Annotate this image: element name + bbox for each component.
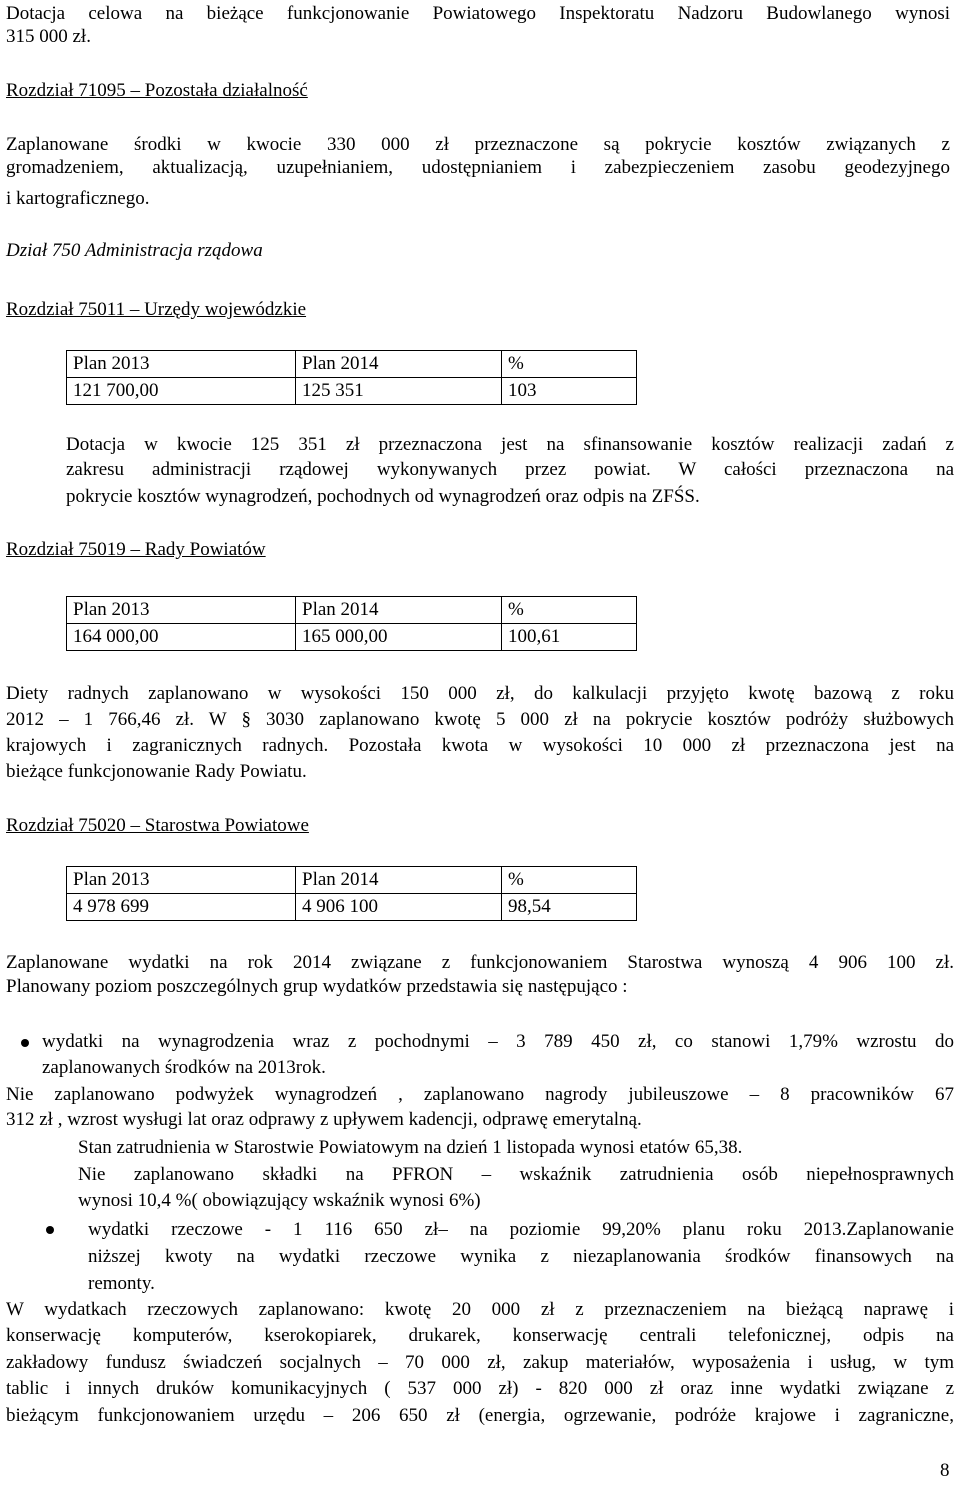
r75020-material-line-1: W wydatkach rzeczowych zaplanowano: kwotę 20 000 zł z przeznaczeniem na bieżącą naprawę i [6,1299,954,1320]
r71095-line-2: gromadzeniem, aktualizacją, uzupełnianiem, udostępnianiem i zabezpieczeniem zasobu geodezyjnego [6,157,950,178]
budget-table-75011 [66,350,637,405]
table-header-percent: % [502,867,637,894]
bullet-2-line-1: wydatki rzeczowe - 1 116 650 zł– na poziomie 99,20% planu roku 2013.Zaplanowanie [88,1219,954,1240]
table-cell-percent: 103 [502,378,637,405]
table-cell-plan-2014: 4 906 100 [296,894,502,921]
r75020-line-2: Planowany poziom poszczególnych grup wydatków przedstawia się następująco : [6,976,628,997]
bullet-icon [21,1039,29,1047]
table-header-plan-2014: Plan 2014 [296,867,502,894]
table-cell-plan-2013: 164 000,00 [67,624,296,651]
table-header-plan-2013: Plan 2013 [67,597,296,624]
r71095-line-1: Zaplanowane środki w kwocie 330 000 zł przeznaczone są pokrycie kosztów związanych z [6,134,950,155]
bullet-2-line-3: remonty. [88,1273,155,1294]
dzial-750-heading: Dział 750 Administracja rządowa [6,240,263,261]
table-cell-plan-2014: 125 351 [296,378,502,405]
table-header-plan-2014: Plan 2014 [296,351,502,378]
r75020-pfron-line-2: wynosi 10,4 %( obowiązujący wskaźnik wynosi 6%) [78,1190,481,1211]
bullet-1-line-2: zaplanowanych środków na 2013rok. [42,1057,326,1078]
section-heading-71095: Rozdział 71095 – Pozostała działalność [6,80,308,101]
table-header-plan-2013: Plan 2013 [67,351,296,378]
r75019-line-2: 2012 – 1 766,46 zł. W § 3030 zaplanowano kwotę 5 000 zł na pokrycie kosztów podróży służbowych [6,709,954,730]
section-heading-75020: Rozdział 75020 – Starostwa Powiatowe [6,815,309,836]
intro-line-2: 315 000 zł. [6,26,91,47]
r75011-line-2: zakresu administracji rządowej wykonywanych przez powiat. W całości przeznaczona na [66,459,954,480]
section-heading-75019: Rozdział 75019 – Rady Powiatów [6,539,266,560]
r75020-material-line-3: zakładowy fundusz świadczeń socjalnych – 70 000 zł, zakup materiałów, wyposażenia i usług, w tym [6,1352,954,1373]
table-cell-plan-2013: 4 978 699 [67,894,296,921]
r75020-staff-line: Stan zatrudnienia w Starostwie Powiatowym na dzień 1 listopada wynosi etatów 65,38. [78,1137,743,1158]
r75019-line-3: krajowych i zagranicznych radnych. Pozostała kwota w wysokości 10 000 zł przeznaczona jest na [6,735,954,756]
r75020-pfron-line-1: Nie zaplanowano składki na PFRON – wskaźnik zatrudnienia osób niepełnosprawnych [78,1164,954,1185]
r75011-line-3: pokrycie kosztów wynagrodzeń, pochodnych od wynagrodzeń oraz odpis na ZFŚS. [66,486,700,507]
table-header-percent: % [502,351,637,378]
r75011-line-1: Dotacja w kwocie 125 351 zł przeznaczona jest na sfinansowanie kosztów realizacji zadań z [66,434,954,455]
table-header-plan-2014: Plan 2014 [296,597,502,624]
budget-table-75020 [66,866,637,921]
r75020-material-line-4: tablic i innych druków komunikacyjnych ( 537 000 zł) - 820 000 zł oraz inne wydatki związane z [6,1378,954,1399]
r71095-line-3: i kartograficznego. [6,188,150,209]
bullet-1-line-1: wydatki na wynagrodzenia wraz z pochodnymi – 3 789 450 zł, co stanowi 1,79% wzrostu do [42,1031,954,1052]
r75020-note-line-1: Nie zaplanowano podwyżek wynagrodzeń , zaplanowano nagrody jubileuszowe – 8 pracowników 67 [6,1084,954,1105]
table-header-plan-2013: Plan 2013 [67,867,296,894]
bullet-2-line-2: niższej kwoty na wydatki rzeczowe wynika z niezaplanowania środków finansowych na [88,1246,954,1267]
r75020-material-line-5: bieżącym funkcjonowaniem urzędu – 206 650 zł (energia, ogrzewanie, podróże krajowe i zagraniczne, [6,1405,954,1426]
table-cell-percent: 98,54 [502,894,637,921]
table-cell-plan-2014: 165 000,00 [296,624,502,651]
r75020-material-line-2: konserwację komputerów, kserokopiarek, drukarek, konserwację centrali telefonicznej, odpis na [6,1325,954,1346]
table-cell-plan-2013: 121 700,00 [67,378,296,405]
r75020-note-line-2: 312 zł , wzrost wysługi lat oraz odprawy z upływem kadencji, odprawę emerytalną. [6,1109,642,1130]
bullet-icon [46,1226,54,1234]
section-heading-75011: Rozdział 75011 – Urzędy wojewódzkie [6,299,307,320]
table-header-percent: % [502,597,637,624]
page-number: 8 [940,1460,950,1481]
table-cell-percent: 100,61 [502,624,637,651]
r75019-line-4: bieżące funkcjonowanie Rady Powiatu. [6,761,307,782]
r75019-line-1: Diety radnych zaplanowano w wysokości 150 000 zł, do kalkulacji przyjęto kwotę bazową z roku [6,683,954,704]
intro-line-1: Dotacja celowa na bieżące funkcjonowanie Powiatowego Inspektoratu Nadzoru Budowlanego wynosi [6,3,950,24]
r75020-line-1: Zaplanowane wydatki na rok 2014 związane z funkcjonowaniem Starostwa wynoszą 4 906 100 zł. [6,952,954,973]
budget-table-75019 [66,596,637,651]
